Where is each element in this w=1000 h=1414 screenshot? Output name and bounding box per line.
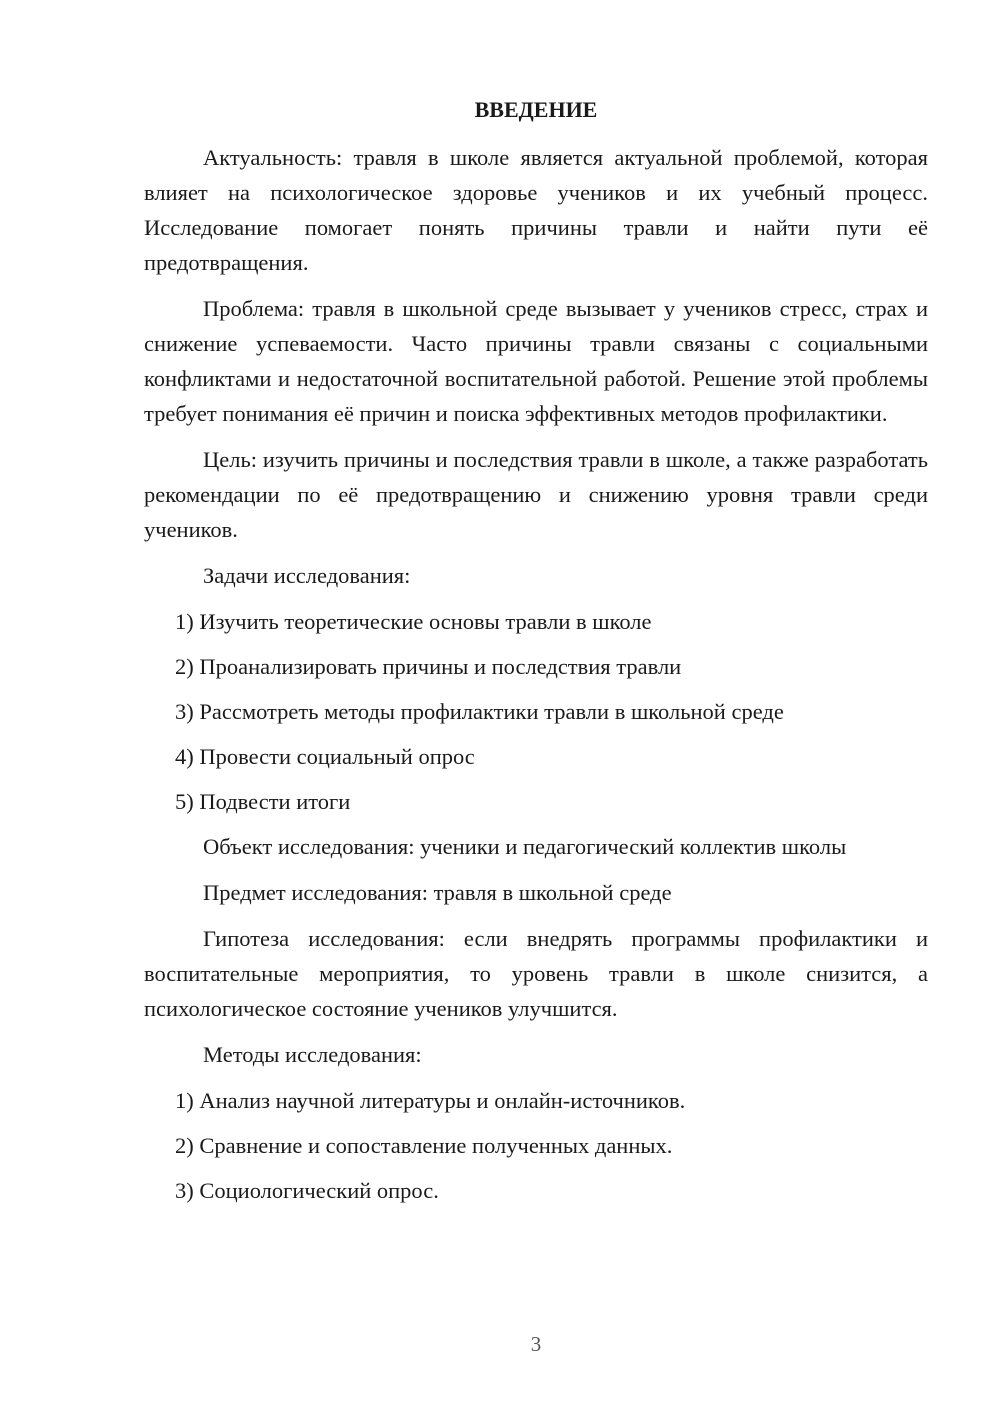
page-number: 3 — [530, 1332, 542, 1356]
goal-paragraph: Цель: изучить причины и последствия травли в школе, а также разработать рекомендации по её предотвращению и снижению уровня травли среди учеников. — [144, 447, 928, 542]
method-item: 3) Социологический опрос. — [175, 1178, 439, 1203]
relevance-paragraph: Актуальность: травля в школе является актуальной проблемой, которая влияет на психологическое здоровье учеников и их учебный процесс. Исследование помогает понять причины травли и найти пути её предотвращения. — [144, 145, 928, 275]
tasks-heading: Задачи исследования: — [203, 563, 411, 588]
task-item: 2) Проанализировать причины и последствия травли — [175, 654, 682, 679]
methods-heading: Методы исследования: — [203, 1042, 422, 1067]
page-content — [144, 90, 928, 1218]
problem-paragraph: Проблема: травля в школьной среде вызывает у учеников стресс, страх и снижение успеваемости. Часто причины травли связаны с социальными конфликтами и недостаточной воспитательной работой. Решение этой проблемы требует понимания её причин и поиска эффективных методов профилактики. — [144, 296, 928, 426]
task-item: 4) Провести социальный опрос — [175, 744, 475, 769]
section-title: ВВЕДЕНИЕ — [474, 97, 598, 122]
task-item: 1) Изучить теоретические основы травли в школе — [175, 609, 652, 634]
object-line: Объект исследования: ученики и педагогический коллектив школы — [203, 834, 847, 859]
task-item: 3) Рассмотреть методы профилактики травли в школьной среде — [175, 699, 784, 724]
hypothesis-paragraph: Гипотеза исследования: если внедрять программы профилактики и воспитательные мероприятия, то уровень травли в школе снизится, а психологическое состояние учеников улучшится. — [144, 926, 928, 1021]
method-item: 2) Сравнение и сопоставление полученных данных. — [175, 1133, 673, 1158]
task-item: 5) Подвести итоги — [175, 789, 351, 814]
subject-line: Предмет исследования: травля в школьной среде — [203, 880, 672, 905]
method-item: 1) Анализ научной литературы и онлайн-источников. — [175, 1088, 686, 1113]
